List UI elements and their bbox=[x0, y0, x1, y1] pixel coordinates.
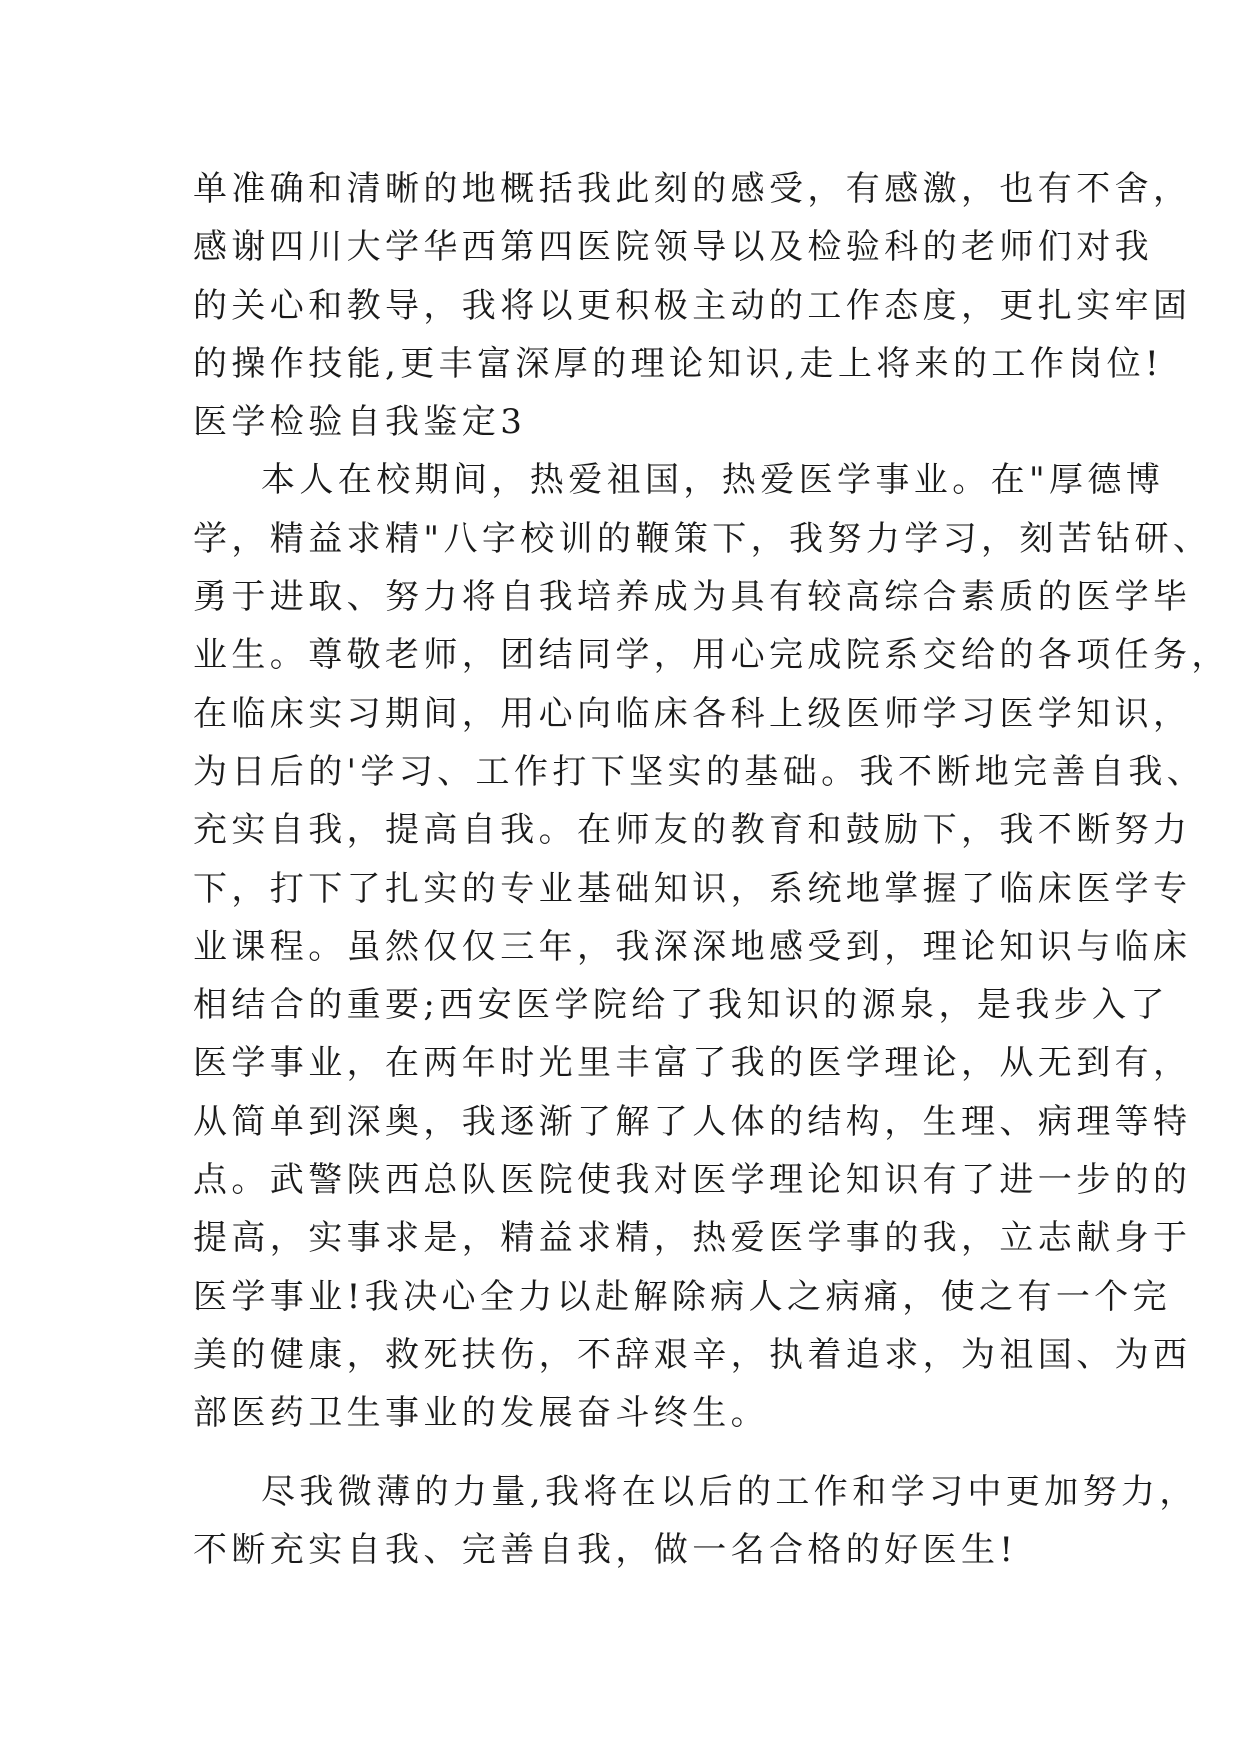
paragraph-line: 勇于进取、努力将自我培养成为具有较高综合素质的医学毕 bbox=[193, 577, 1192, 618]
paragraph-line: 不断充实自我、完善自我，做一名合格的好医生! bbox=[193, 1529, 1018, 1570]
intro-line: 单准确和清晰的地概括我此刻的感受，有感激，也有不舍， bbox=[193, 169, 1192, 209]
paragraph-line: 本人在校期间，热爱祖国，热爱医学事业。在"厚德博 bbox=[261, 460, 1165, 501]
intro-line: 的关心和教导，我将以更积极主动的工作态度，更扎实牢固 bbox=[193, 285, 1192, 326]
paragraph-line: 业课程。虽然仅仅三年，我深深地感受到，理论知识与临床 bbox=[193, 926, 1192, 967]
paragraph-line: 业生。尊敬老师，团结同学，用心完成院系交给的各项任务， bbox=[193, 635, 1230, 676]
paragraph-line: 部医药卫生事业的发展奋斗终生。 bbox=[193, 1393, 769, 1434]
paragraph-line: 尽我微薄的力量,我将在以后的工作和学习中更加努力， bbox=[261, 1471, 1198, 1512]
paragraph-line: 下，打下了扎实的专业基础知识，系统地掌握了临床医学专 bbox=[193, 868, 1192, 909]
section-heading: 医学检验自我鉴定3 bbox=[193, 402, 527, 443]
paragraph-line: 医学事业!我决心全力以赴解除病人之病痛，使之有一个完 bbox=[193, 1276, 1172, 1317]
paragraph-line: 相结合的重要;西安医学院给了我知识的源泉，是我步入了 bbox=[193, 985, 1169, 1026]
paragraph-spacer bbox=[193, 1443, 1073, 1463]
document-body bbox=[193, 160, 1230, 1579]
paragraph-line: 医学事业，在两年时光里丰富了我的医学理论，从无到有， bbox=[193, 1043, 1192, 1084]
paragraph-line: 在临床实习期间，用心向临床各科上级医师学习医学知识， bbox=[193, 693, 1192, 734]
intro-line: 的操作技能,更丰富深厚的理论知识,走上将来的工作岗位! bbox=[193, 343, 1164, 384]
paragraph-line: 提高，实事求是，精益求精，热爱医学事的我，立志献身于 bbox=[193, 1218, 1192, 1259]
paragraph-line: 为日后的'学习、工作打下坚实的基础。我不断地完善自我、 bbox=[193, 751, 1206, 792]
intro-line: 感谢四川大学华西第四医院领导以及检验科的老师们对我 bbox=[193, 227, 1153, 268]
paragraph-line: 从简单到深奥，我逐渐了解了人体的结构，生理、病理等特 bbox=[193, 1101, 1192, 1142]
paragraph-line: 学，精益求精"八字校训的鞭策下，我努力学习，刻苦钻研、 bbox=[193, 518, 1212, 559]
paragraph-line: 充实自我，提高自我。在师友的教育和鼓励下，我不断努力 bbox=[193, 810, 1192, 851]
paragraph-line: 美的健康，救死扶伤，不辞艰辛，执着追求，为祖国、为西 bbox=[193, 1334, 1192, 1375]
paragraph-line: 点。武警陕西总队医院使我对医学理论知识有了进一步的的 bbox=[193, 1160, 1192, 1201]
